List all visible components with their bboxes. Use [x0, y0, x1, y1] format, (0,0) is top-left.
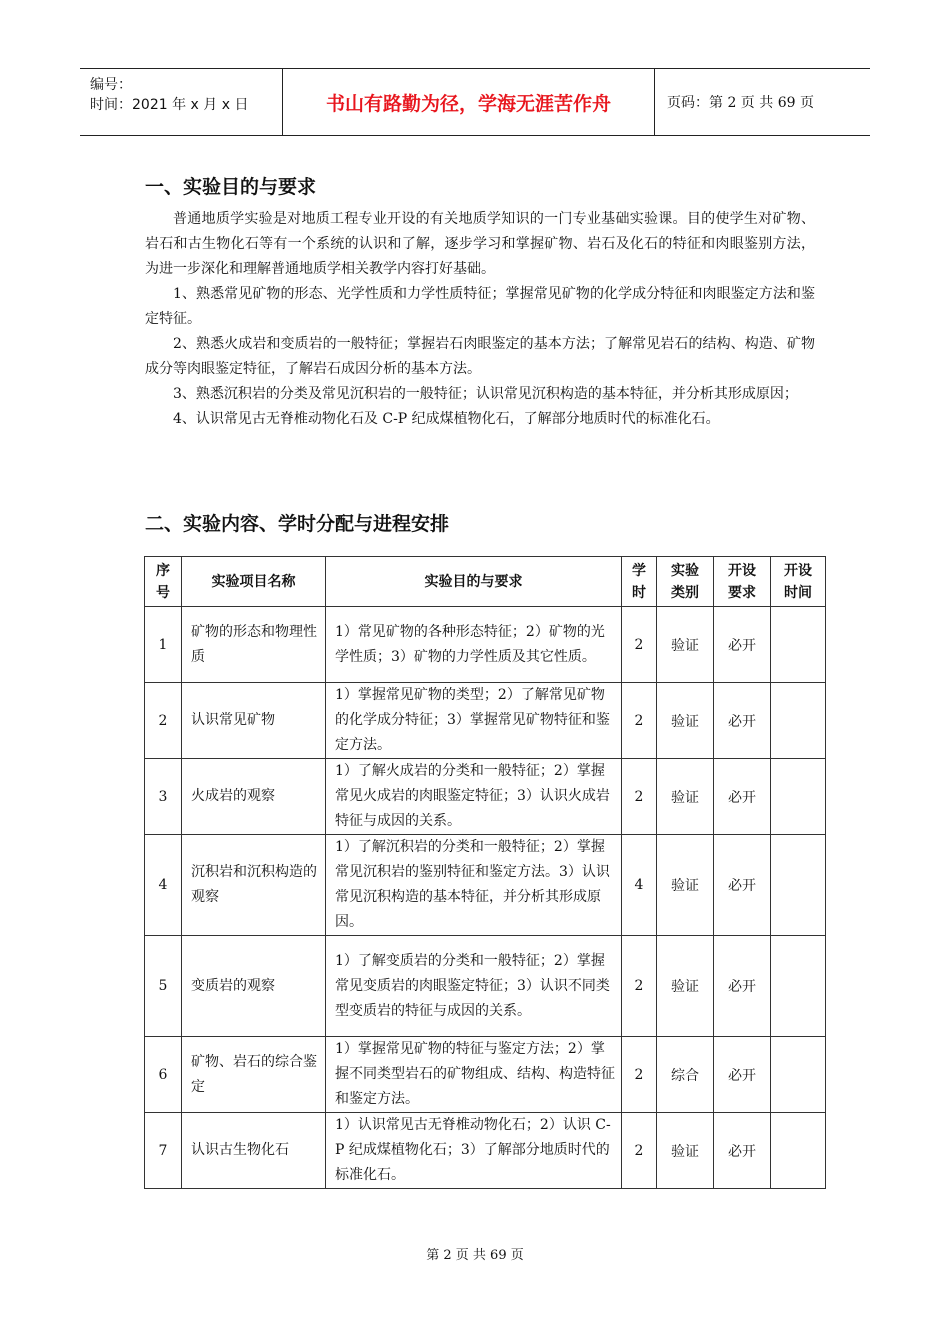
- cell-hours: 2: [622, 683, 657, 759]
- cell-goal: 1）了解沉积岩的分类和一般特征；2）掌握常见沉积岩的鉴别特征和鉴定方法。3）认识常见沉积构造的基本特征，并分析其形成原因。: [326, 835, 622, 936]
- cell-name: 沉积岩和沉积构造的观察: [182, 835, 326, 936]
- cell-req: 必开: [714, 936, 771, 1037]
- cell-type: 验证: [657, 607, 714, 683]
- section2-title: 二、实验内容、学时分配与进程安排: [145, 513, 450, 535]
- header-meta: [80, 69, 283, 135]
- cell-type: 综合: [657, 1037, 714, 1113]
- cell-type: 验证: [657, 683, 714, 759]
- cell-name: 认识常见矿物: [182, 683, 326, 759]
- cell-goal: 1）了解变质岩的分类和一般特征；2）掌握常见变质岩的肉眼鉴定特征；3）认识不同类型变质岩的特征与成因的关系。: [326, 936, 622, 1037]
- cell-goal: 1）掌握常见矿物的类型；2）了解常见矿物的化学成分特征；3）掌握常见矿物特征和鉴定方法。: [326, 683, 622, 759]
- cell-time: [771, 607, 826, 683]
- cell-hours: 4: [622, 835, 657, 936]
- cell-type: 验证: [657, 1113, 714, 1189]
- cell-req: 必开: [714, 683, 771, 759]
- header-cell-type: 实验类别: [657, 557, 714, 607]
- cell-type: 验证: [657, 936, 714, 1037]
- cell-name: 矿物的形态和物理性质: [182, 607, 326, 683]
- cell-req: 必开: [714, 835, 771, 936]
- cell-name: 变质岩的观察: [182, 936, 326, 1037]
- cell-name: 矿物、岩石的综合鉴定: [182, 1037, 326, 1113]
- cell-hours: 2: [622, 759, 657, 835]
- cell-time: [771, 936, 826, 1037]
- table-row: [145, 607, 826, 683]
- section1-body: [145, 207, 815, 432]
- header-cell-no: 序号: [145, 557, 182, 607]
- header-cell-req: 开设要求: [714, 557, 771, 607]
- cell-req: 必开: [714, 607, 771, 683]
- header-cell-name: 实验项目名称: [182, 557, 326, 607]
- page-footer: 第 2 页 共 69 页: [426, 1248, 524, 1263]
- cell-goal: 1）认识常见古无脊椎动物化石；2）认识 C-P 纪成煤植物化石；3）了解部分地质时代的标准化石。: [326, 1113, 622, 1189]
- header-cell-time: 开设时间: [771, 557, 826, 607]
- cell-req: 必开: [714, 1037, 771, 1113]
- cell-time: [771, 1113, 826, 1189]
- cell-hours: 2: [622, 936, 657, 1037]
- cell-type: 验证: [657, 759, 714, 835]
- cell-no: 7: [145, 1113, 182, 1189]
- cell-hours: 2: [622, 607, 657, 683]
- cell-no: 2: [145, 683, 182, 759]
- table-row: [145, 683, 826, 759]
- table-row: [145, 835, 826, 936]
- cell-goal: 1）掌握常见矿物的特征与鉴定方法；2）掌握不同类型岩石的矿物组成、结构、构造特征和鉴定方法。: [326, 1037, 622, 1113]
- paragraph-item-1: 1、熟悉常见矿物的形态、光学性质和力学性质特征；掌握常见矿物的化学成分特征和肉眼鉴定方法和鉴定特征。: [145, 286, 815, 327]
- table-row: [145, 759, 826, 835]
- section1-title: 一、实验目的与要求: [145, 176, 317, 198]
- paragraph-item-4: 4、认识常见古无脊椎动物化石及 C-P 纪成煤植物化石，了解部分地质时代的标准化石。: [173, 411, 720, 427]
- paragraph-intro: 普通地质学实验是对地质工程专业开设的有关地质学知识的一门专业基础实验课。目的使学生对矿物、岩石和古生物化石等有一个系统的认识和了解，逐步学习和掌握矿物、岩石及化石的特征和肉眼鉴别方法，为进一步深化和理解普通地质学相关教学内容打好基础。: [145, 211, 815, 277]
- cell-time: [771, 759, 826, 835]
- cell-goal: 1）常见矿物的各种形态特征；2）矿物的光学性质；3）矿物的力学性质及其它性质。: [326, 607, 622, 683]
- cell-hours: 2: [622, 1037, 657, 1113]
- experiment-schedule-table: [144, 556, 826, 1189]
- cell-time: [771, 1037, 826, 1113]
- cell-time: [771, 835, 826, 936]
- cell-goal: 1）了解火成岩的分类和一般特征；2）掌握常见火成岩的肉眼鉴定特征；3）认识火成岩特征与成因的关系。: [326, 759, 622, 835]
- cell-no: 3: [145, 759, 182, 835]
- cell-req: 必开: [714, 1113, 771, 1189]
- number-label: 编号：: [90, 77, 132, 93]
- table-header-row: [145, 557, 826, 607]
- cell-type: 验证: [657, 835, 714, 936]
- cell-hours: 2: [622, 1113, 657, 1189]
- cell-no: 4: [145, 835, 182, 936]
- table-row: [145, 936, 826, 1037]
- cell-time: [771, 683, 826, 759]
- time-label: 时间：2021 年 x 月 x 日: [90, 97, 249, 113]
- header-cell-hours: 学时: [622, 557, 657, 607]
- table-row: [145, 1037, 826, 1113]
- cell-no: 5: [145, 936, 182, 1037]
- cell-name: 火成岩的观察: [182, 759, 326, 835]
- paragraph-item-3: 3、熟悉沉积岩的分类及常见沉积岩的一般特征；认识常见沉积构造的基本特征，并分析其形成原因；: [173, 386, 798, 402]
- header-motto: 书山有路勤为径，学海无涯苦作舟: [283, 69, 655, 135]
- cell-no: 6: [145, 1037, 182, 1113]
- cell-name: 认识古生物化石: [182, 1113, 326, 1189]
- table-row: [145, 1113, 826, 1189]
- header-cell-goal: 实验目的与要求: [326, 557, 622, 607]
- header-page-code: 页码：第 2 页 共 69 页: [667, 95, 814, 111]
- paragraph-item-2: 2、熟悉火成岩和变质岩的一般特征；掌握岩石肉眼鉴定的基本方法；了解常见岩石的结构、构造、矿物成分等肉眼鉴定特征，了解岩石成因分析的基本方法。: [145, 336, 815, 377]
- cell-req: 必开: [714, 759, 771, 835]
- cell-no: 1: [145, 607, 182, 683]
- page-header: [80, 68, 870, 136]
